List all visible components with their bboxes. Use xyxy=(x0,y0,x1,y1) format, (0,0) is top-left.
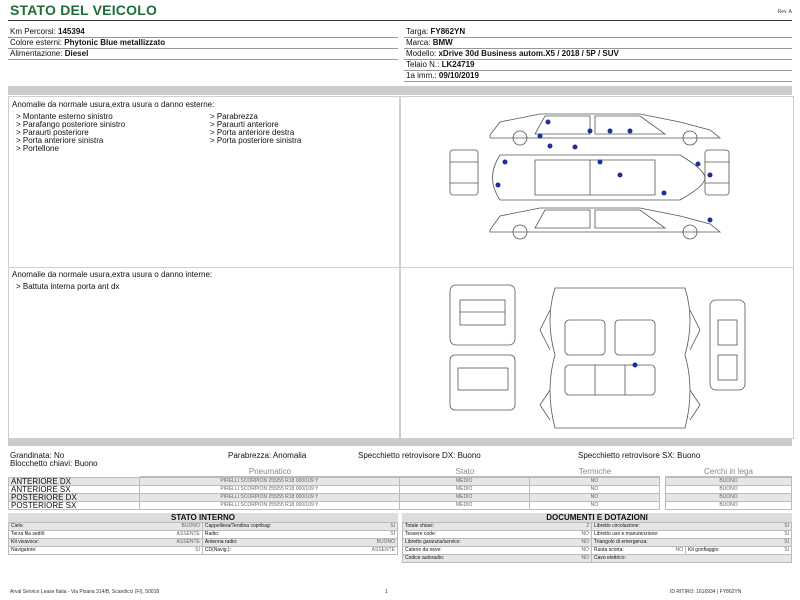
km-field: Km Percorsi: 145394 xyxy=(10,27,85,36)
table-row: Terza fila sedili: ASSENTE Radio: SI xyxy=(9,531,398,539)
external-damage-markers xyxy=(440,100,730,265)
damage-dot xyxy=(598,160,603,165)
external-damage-list-1 xyxy=(16,113,125,153)
section-bar xyxy=(8,86,792,95)
damage-dot xyxy=(548,144,553,149)
damage-dot xyxy=(662,191,667,196)
list-item: > Porta anteriore destra xyxy=(210,128,295,137)
damage-dot xyxy=(618,173,623,178)
brand-field: Marca: BMW xyxy=(406,38,453,47)
damage-dot xyxy=(588,129,593,134)
external-damage-list-2 xyxy=(210,113,301,145)
table-row: ANTERIORE SX PIRELLI SCORPION 255/55 R18 000/109 Y MEDIO NO xyxy=(9,486,660,494)
parabrezza-status: Parabrezza: Anomalia xyxy=(228,451,307,460)
list-item: > Paraurti anteriore xyxy=(210,120,279,129)
footer-id: ID RITIRO: 1616934 | FY862YN xyxy=(670,589,742,595)
section-bar-2 xyxy=(8,439,792,446)
grandinata-status: Grandinata: No xyxy=(10,451,65,460)
mirror-sx-status: Specchietto retrovisore SX: Buono xyxy=(578,451,701,460)
table-row: Catene da neve: NO Ruota scorta: NO Kit gonfiaggio: SI xyxy=(403,547,792,555)
table-row: Tessere code: NO Libretto uso e manutenzione: SI xyxy=(403,531,792,539)
registration-field: 1a imm.: 09/10/2019 xyxy=(406,71,479,80)
color-field: Colore esterni: Phytonic Blue metallizzato xyxy=(10,38,166,47)
table-row: BUONO xyxy=(666,502,792,510)
damage-dot xyxy=(628,129,633,134)
footer-page: 1 xyxy=(385,589,388,595)
damage-dot xyxy=(708,173,713,178)
plate-field: Targa: FY862YN xyxy=(406,27,466,36)
revision-label: Rev. A xyxy=(777,9,792,15)
damage-dot xyxy=(608,129,613,134)
documents-table xyxy=(402,522,792,563)
damage-dot xyxy=(573,145,578,150)
table-row: Libretto garanzia/service: NO Triangolo di emergenza: SI xyxy=(403,539,792,547)
key-lock-status: Blocchetto chiavi: Buono xyxy=(10,459,98,468)
table-row: POSTERIORE DX PIRELLI SCORPION 255/55 R18 000/109 Y MEDIO NO xyxy=(9,494,660,502)
internal-state-table xyxy=(8,522,398,555)
table-row: Cielo: BUONO Cappelliera/Tendina copribag: SI xyxy=(9,523,398,531)
table-row: BUONO xyxy=(666,478,792,486)
damage-dot xyxy=(538,134,543,139)
table-row: Kit vivavoce: ASSENTE Antenna radio: BUONO xyxy=(9,539,398,547)
damage-dot xyxy=(696,162,701,167)
list-item: > Parafango posteriore sinistro xyxy=(16,120,126,129)
documents-title: DOCUMENTI E DOTAZIONI xyxy=(402,513,792,522)
table-row: ANTERIORE DX PIRELLI SCORPION 255/55 R18 000/109 Y MEDIO NO xyxy=(9,478,660,486)
table-row: BUONO xyxy=(666,494,792,502)
damage-dot xyxy=(546,120,551,125)
chassis-field: Telaio N.: LK24719 xyxy=(406,60,475,69)
tyre-state-header: Stato xyxy=(455,467,475,476)
internal-damage-list xyxy=(16,283,119,291)
damage-dot xyxy=(496,183,501,188)
table-row: Totale chiavi: 2 Libretto circolazione: SI xyxy=(403,523,792,531)
table-row: BUONO xyxy=(666,486,792,494)
internal-damage-panel xyxy=(8,267,400,439)
list-item: > Parabrezza xyxy=(210,112,258,121)
internal-state-title: STATO INTERNO xyxy=(8,513,398,522)
model-field: Modello: xDrive 30d Business autom.X5 / 2018 / 5P / SUV xyxy=(406,49,619,58)
damage-dot xyxy=(633,363,638,368)
table-row: Navigatore: SI CD(Navig.): ASSENTE xyxy=(9,547,398,555)
fuel-field: Alimentazione: Diesel xyxy=(10,49,89,58)
footer-company: Arval Service Lease Italia - Via Pisana 314/B, Scandicci (FI), 50018 xyxy=(10,589,160,595)
table-row: POSTERIORE SX PIRELLI SCORPION 255/55 R18 000/109 Y MEDIO NO xyxy=(9,502,660,510)
damage-dot xyxy=(708,218,713,223)
title-divider xyxy=(8,20,792,21)
list-item: > Paraurti posteriore xyxy=(16,128,89,137)
list-item: > Portellone xyxy=(16,144,59,153)
table-row: Codice autoradio: NO Cavo elettrico: xyxy=(403,555,792,563)
list-item: > Battuta interna porta ant dx xyxy=(16,282,120,291)
rims-header: Cerchi in lega xyxy=(704,467,753,476)
tyre-table xyxy=(8,477,660,510)
internal-damage-title: Anomalie da normale usura,extra usura o danno interne: xyxy=(12,270,213,279)
tyre-winter-header: Termiche xyxy=(578,467,612,476)
page-title: STATO DEL VEICOLO xyxy=(10,2,158,18)
internal-car-diagram xyxy=(440,280,750,435)
list-item: > Montante esterno sinistro xyxy=(16,112,113,121)
mirror-dx-status: Specchietto retrovisore DX: Buono xyxy=(358,451,481,460)
tyre-header: Pneumatico xyxy=(248,467,292,476)
list-item: > Porta posteriore sinistra xyxy=(210,136,302,145)
rims-table xyxy=(665,477,792,510)
list-item: > Porta anteriore sinistra xyxy=(16,136,104,145)
damage-dot xyxy=(503,160,508,165)
external-damage-title: Anomalie da normale usura,extra usura o danno esterne: xyxy=(12,100,215,109)
